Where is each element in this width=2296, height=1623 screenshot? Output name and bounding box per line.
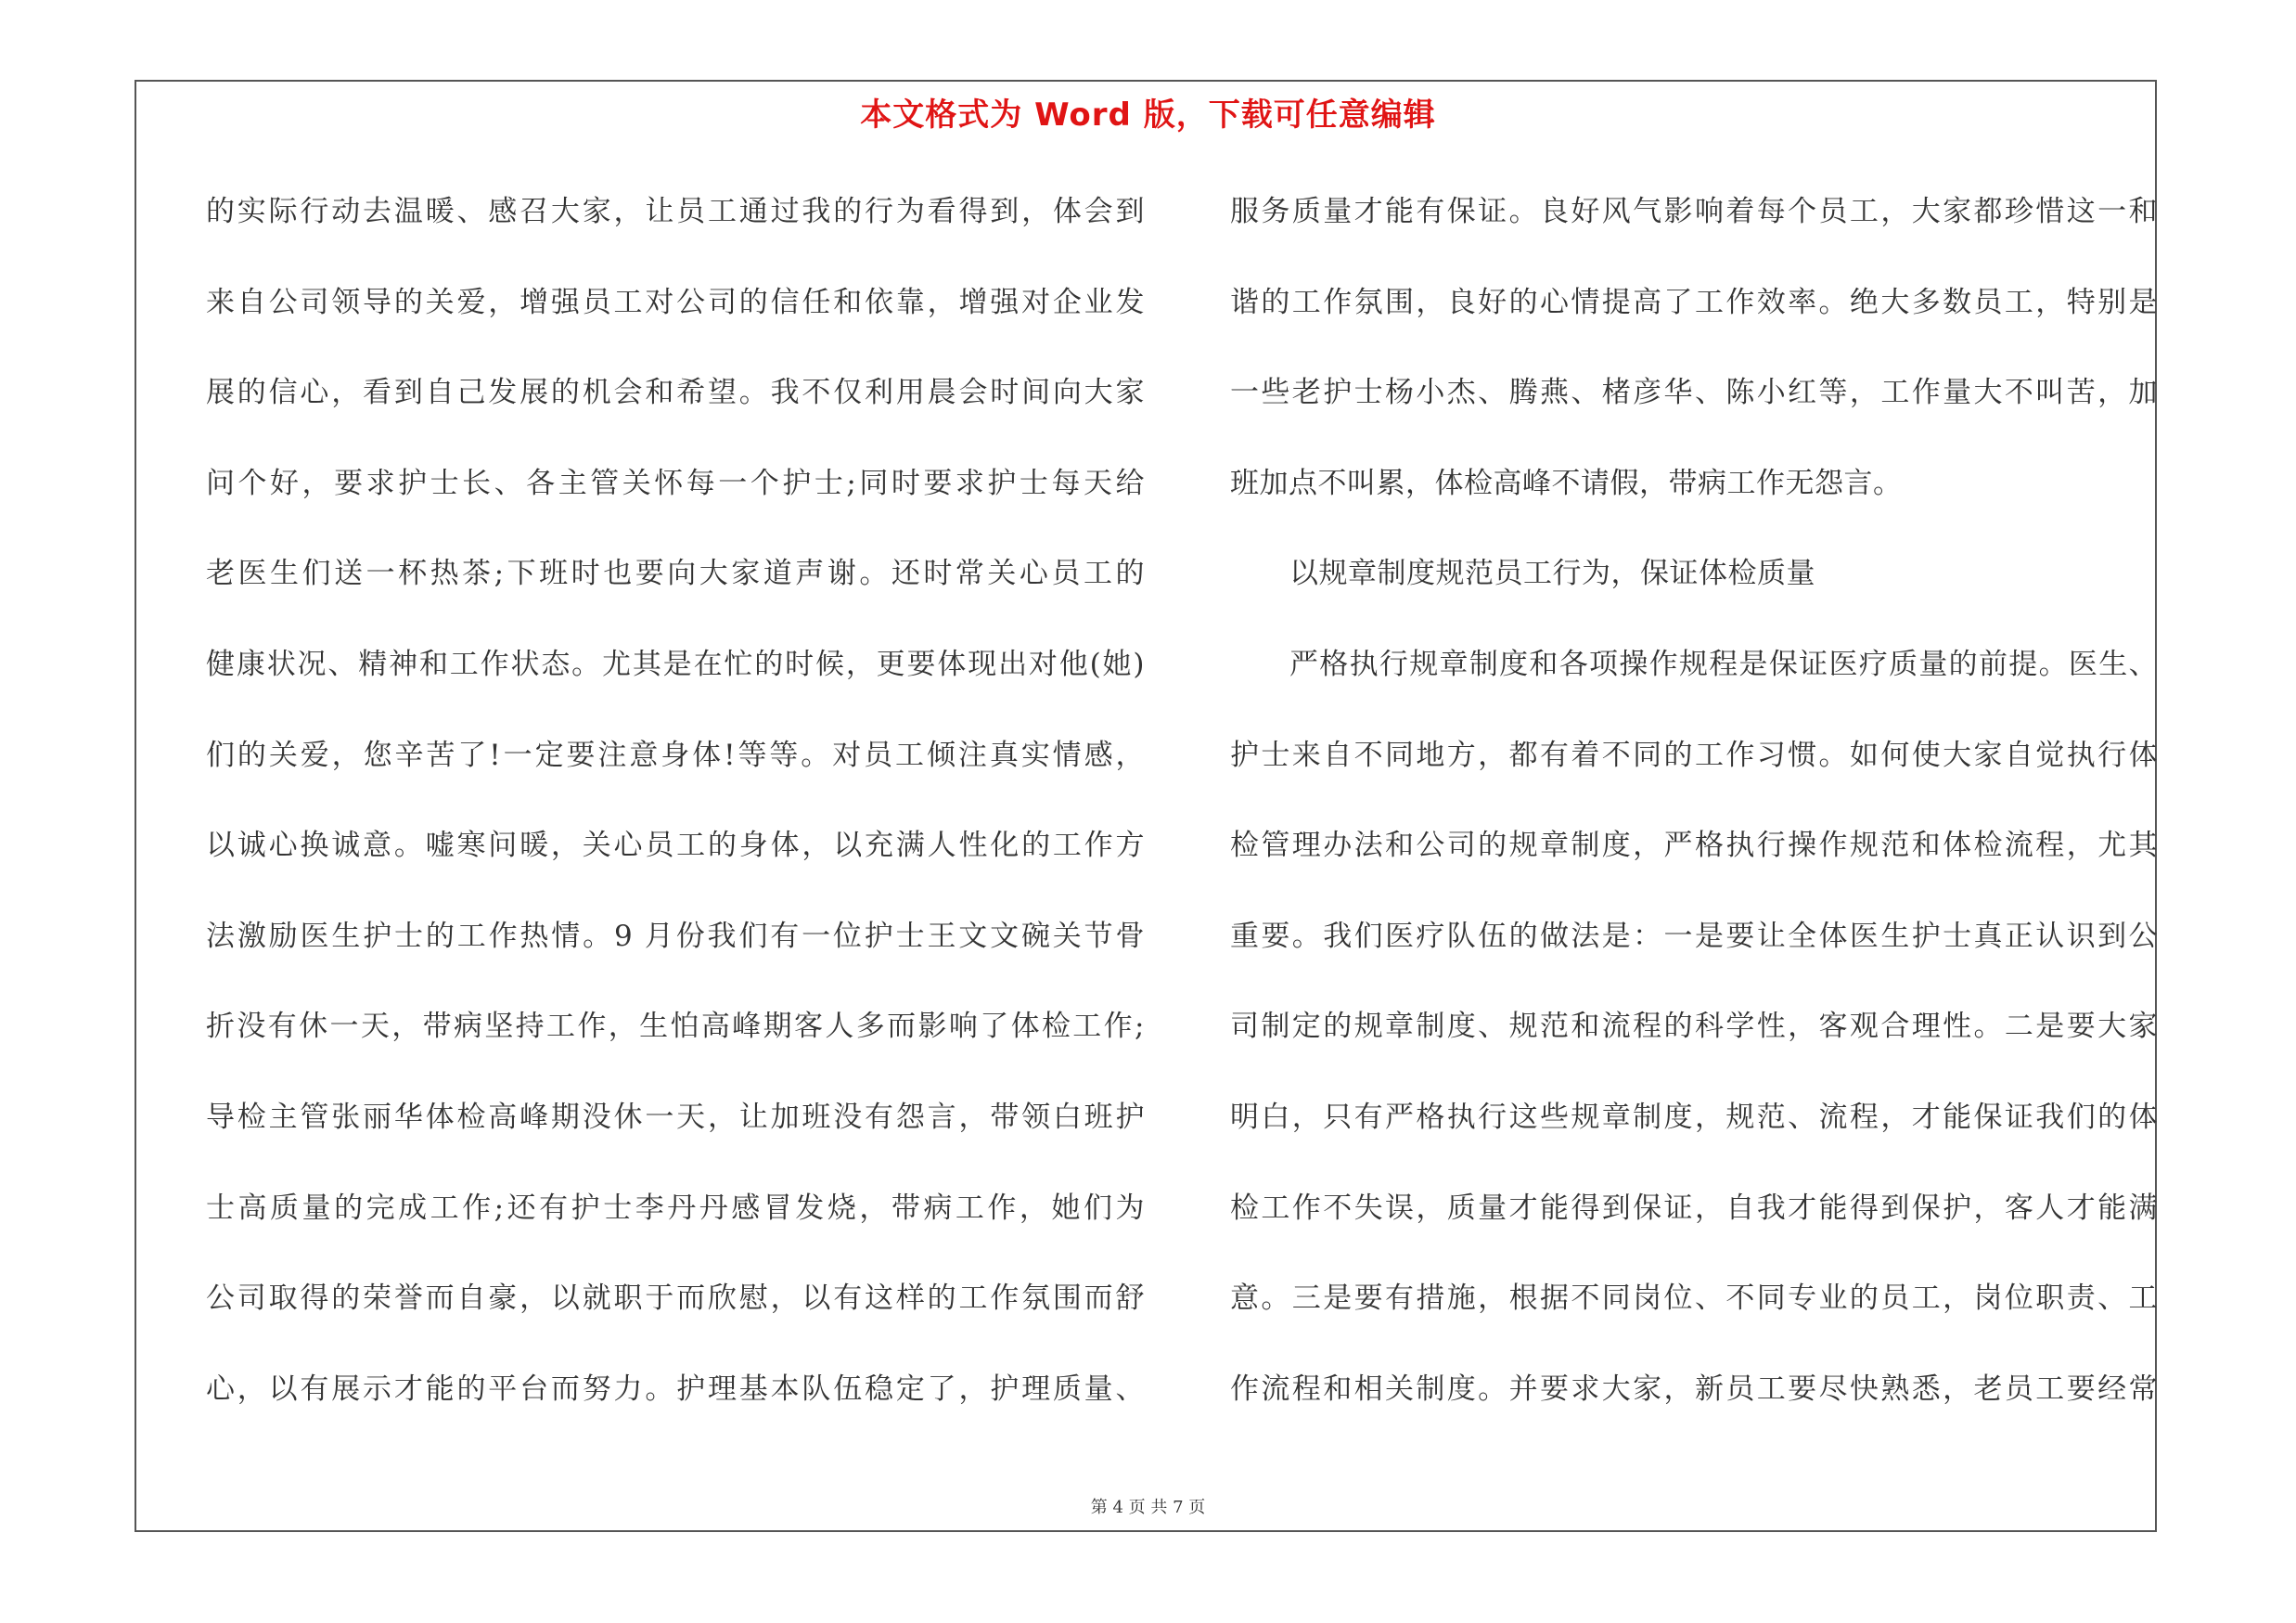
text-line: 的实际行动去温暖、感召大家，让员工通过我的行为看得到，体会到 — [206, 195, 1145, 228]
text-line: 谐的工作氛围，良好的心情提高了工作效率。绝大多数员工，特别是 — [1230, 285, 2158, 319]
text-line: 护士来自不同地方，都有着不同的工作习惯。如何使大家自觉执行体 — [1230, 738, 2158, 772]
text-line: 一些老护士杨小杰、腾燕、楮彦华、陈小红等，工作量大不叫苦，加 — [1230, 376, 2158, 410]
text-line: 司制定的规章制度、规范和流程的科学性，客观合理性。二是要大家 — [1230, 1010, 2158, 1044]
text-line: 老医生们送一杯热茶;下班时也要向大家道声谢。还时常关心员工的 — [206, 557, 1145, 591]
text-line: 士高质量的完成工作;还有护士李丹丹感冒发烧，带病工作，她们为 — [206, 1191, 1145, 1225]
text-line: 公司取得的荣誉而自豪，以就职于而欣慰，以有这样的工作氛围而舒 — [206, 1282, 1145, 1316]
text-line: 导检主管张丽华体检高峰期没休一天，让加班没有怨言，带领白班护 — [206, 1100, 1145, 1134]
text-line: 问个好，要求护士长、各主管关怀每一个护士;同时要求护士每天给 — [206, 466, 1145, 500]
paragraph-first-line: 严格执行规章制度和各项操作规程是保证医疗质量的前提。医生、 — [1289, 647, 2158, 681]
text-line: 来自公司领导的关爱，增强员工对公司的信任和依靠，增强对企业发 — [206, 285, 1145, 319]
text-line: 意。三是要有措施，根据不同岗位、不同专业的员工，岗位职责、工 — [1230, 1282, 2158, 1316]
left-column — [206, 184, 1145, 1451]
text-line: 折没有休一天，带病坚持工作，生怕高峰期客人多而影响了体检工作; — [206, 1010, 1145, 1044]
text-line: 班加点不叫累，体检高峰不请假，带病工作无怨言。 — [1230, 466, 1903, 500]
text-line: 们的关爱，您辛苦了!一定要注意身体!等等。对员工倾注真实情感， — [206, 738, 1145, 772]
section-heading: 以规章制度规范员工行为，保证体检质量 — [1289, 557, 1815, 591]
right-column — [1230, 184, 2158, 1451]
text-line: 检工作不失误，质量才能得到保证，自我才能得到保护，客人才能满 — [1230, 1191, 2158, 1225]
text-line: 重要。我们医疗队伍的做法是：一是要让全体医生护士真正认识到公 — [1230, 919, 2158, 953]
page-number: 第 4 页 共 7 页 — [1090, 1498, 1206, 1517]
document-header: 本文格式为 Word 版，下载可任意编辑 — [860, 97, 1436, 134]
text-line: 明白，只有严格执行这些规章制度，规范、流程，才能保证我们的体 — [1230, 1100, 2158, 1134]
text-line: 法激励医生护士的工作热情。9 月份我们有一位护士王文文碗关节骨 — [206, 919, 1145, 953]
text-line: 检管理办法和公司的规章制度，严格执行操作规范和体检流程，尤其 — [1230, 829, 2158, 863]
text-line: 服务质量才能有保证。良好风气影响着每个员工，大家都珍惜这一和 — [1230, 195, 2158, 228]
text-line: 心，以有展示才能的平台而努力。护理基本队伍稳定了，护理质量、 — [206, 1372, 1145, 1406]
text-line: 作流程和相关制度。并要求大家，新员工要尽快熟悉，老员工要经常 — [1230, 1372, 2158, 1406]
text-line: 健康状况、精神和工作状态。尤其是在忙的时候，更要体现出对他(她) — [206, 647, 1145, 681]
text-line: 以诚心换诚意。嘘寒问暖，关心员工的身体，以充满人性化的工作方 — [206, 829, 1145, 863]
text-line: 展的信心，看到自己发展的机会和希望。我不仅利用晨会时间向大家 — [206, 376, 1145, 410]
